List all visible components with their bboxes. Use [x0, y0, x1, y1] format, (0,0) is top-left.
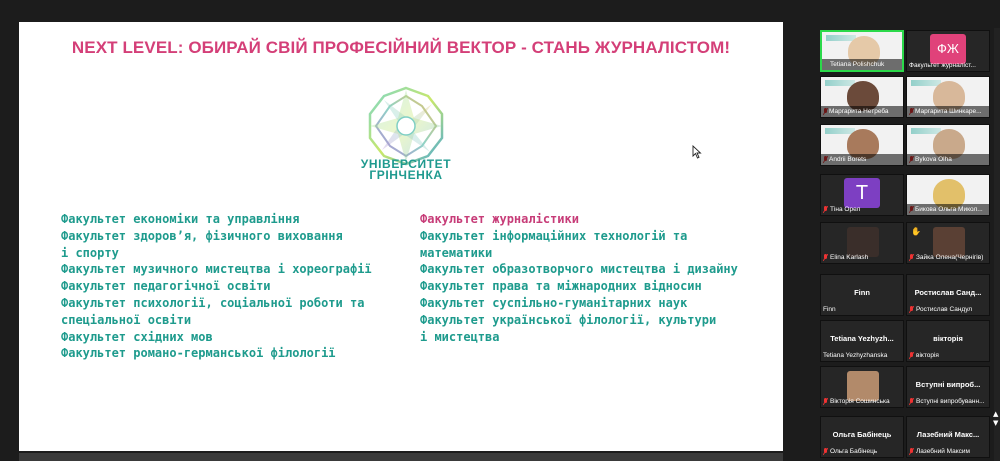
participant-tile[interactable]: [906, 222, 990, 264]
participant-name: вікторія: [916, 352, 939, 359]
faculty-item-highlighted: Факультет журналістики: [420, 212, 579, 226]
faculty-list-left: [61, 211, 391, 362]
participant-name: Ростислав Сандул: [916, 306, 973, 313]
participant-tile[interactable]: [820, 174, 904, 216]
participants-gallery: [818, 28, 990, 461]
muted-mic-icon: [909, 448, 914, 455]
slide-title: NEXT LEVEL: ОБИРАЙ СВІЙ ПРОФЕСІЙНИЙ ВЕКТОР - СТАНЬ ЖУРНАЛІСТОМ!: [71, 38, 731, 57]
participant-tile[interactable]: [906, 76, 990, 118]
muted-mic-icon: [823, 206, 828, 213]
muted-mic-icon: [823, 254, 828, 261]
participant-name: Факультет журналіст...: [909, 62, 976, 69]
participant-tile[interactable]: [820, 124, 904, 166]
page-up-icon[interactable]: ▲: [993, 410, 999, 418]
mouse-cursor-icon: [692, 145, 702, 159]
participant-tile[interactable]: [906, 274, 990, 316]
logo-line-1: УНІВЕРСИТЕТ: [360, 157, 452, 171]
page-down-icon[interactable]: ▼: [993, 419, 999, 427]
participant-video: [847, 371, 879, 401]
participant-tile[interactable]: [906, 174, 990, 216]
muted-mic-icon: [823, 448, 828, 455]
participant-label: Ростислав Санд...: [914, 288, 982, 297]
participant-avatar: ФЖ: [930, 34, 966, 64]
faculty-list-right: [420, 211, 760, 345]
participant-name: Бикова Ольга Микол...: [907, 204, 989, 215]
logo-line-2: ГРІНЧЕНКА: [369, 168, 443, 182]
faculty-item: Факультет образотворчого мистецтва і дизайну: [420, 262, 738, 277]
muted-mic-icon: [909, 254, 914, 261]
participant-tile[interactable]: [906, 320, 990, 362]
participant-label: Ольга Бабінець: [832, 430, 892, 439]
participant-video: [847, 227, 879, 257]
muted-mic-icon: [909, 398, 914, 405]
participant-label: Tetiana Yezhyzh...: [830, 334, 894, 343]
university-logo-icon: [366, 86, 446, 166]
faculty-item: Факультет здоровʼя, фізичного виховання: [61, 228, 343, 243]
participant-name: Tetiana Yezhyzhanska: [823, 352, 888, 359]
participant-tile[interactable]: [906, 30, 990, 72]
participant-name: Маргарита Шинкаре...: [907, 106, 989, 117]
participant-label: Finn: [854, 288, 870, 297]
faculty-item: Факультет суспільно-гуманітарних наук: [420, 295, 688, 310]
raised-hand-icon: ✋: [911, 227, 921, 236]
faculty-item: Факультет східних мов: [61, 329, 213, 344]
participant-tile[interactable]: [820, 30, 904, 72]
participant-tile[interactable]: [820, 274, 904, 316]
muted-mic-icon: [909, 306, 914, 313]
participant-tile[interactable]: [906, 124, 990, 166]
university-logo-text: [336, 159, 476, 181]
faculty-item: Факультет педагогічної освіти: [61, 279, 271, 294]
participant-tile[interactable]: [906, 366, 990, 408]
gallery-scrollbar[interactable]: [994, 28, 1000, 461]
muted-mic-icon: [909, 352, 914, 359]
participant-name: Маргарита Нетреба: [821, 106, 903, 117]
faculty-item: математики: [420, 245, 493, 260]
participant-tile[interactable]: [820, 222, 904, 264]
shared-screen-slide: [19, 22, 783, 451]
participant-tile[interactable]: [820, 366, 904, 408]
faculty-item: Факультет музичного мистецтва і хореографії: [61, 262, 372, 277]
participant-name: Bykova Olha: [907, 154, 989, 165]
participant-name: Tetiana Polishchuk: [822, 59, 902, 70]
participant-tile[interactable]: [820, 416, 904, 458]
participant-name: Вступні випробуванн...: [916, 398, 985, 405]
participant-tile[interactable]: [906, 416, 990, 458]
participant-name: Зайка Олена(Чернігів): [916, 254, 984, 261]
faculty-item: Факультет інформаційних технологій та: [420, 228, 688, 243]
faculty-item: і мистецтва: [420, 329, 500, 344]
participant-label: Лазебний Макс...: [916, 430, 980, 439]
participant-video: [933, 227, 965, 257]
faculty-item: Факультет економіки та управління: [61, 212, 300, 226]
participant-name: Andrii Borets: [821, 154, 903, 165]
participant-tile[interactable]: [820, 76, 904, 118]
participant-name: Finn: [823, 306, 836, 313]
faculty-item: Факультет психології, соціальної роботи та: [61, 295, 365, 310]
faculty-item: і спорту: [61, 245, 119, 260]
participant-name: Лазебний Максим: [916, 448, 971, 455]
faculty-item: Факультет романо-германської філології: [61, 346, 336, 361]
participant-name: Ольга Бабінець: [830, 448, 878, 455]
faculty-item: Факультет української філології, культури: [420, 312, 717, 327]
participant-label: вікторія: [933, 334, 963, 343]
participant-label: Вступні випроб...: [915, 380, 981, 389]
participant-name: Elina Karlash: [830, 254, 869, 261]
muted-mic-icon: [823, 398, 828, 405]
participant-avatar: T: [844, 178, 880, 208]
share-horizontal-scrollbar[interactable]: [19, 453, 783, 461]
faculty-item: Факультет права та міжнародних відносин: [420, 279, 702, 294]
participant-name: Вікторія Сошинська: [830, 398, 890, 405]
gallery-page-controls[interactable]: [993, 410, 1000, 460]
participant-name: Тіна Орел: [830, 206, 861, 213]
participant-tile[interactable]: [820, 320, 904, 362]
faculty-item: спеціальної освіти: [61, 312, 192, 327]
